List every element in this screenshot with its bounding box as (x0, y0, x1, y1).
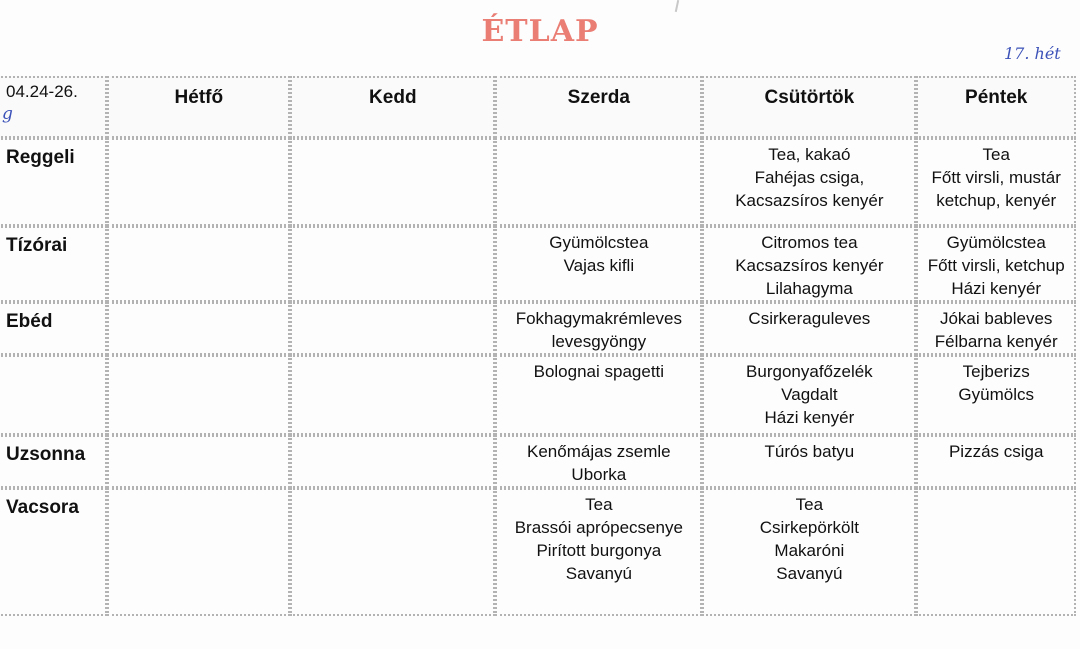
menu-cell-monday (107, 435, 290, 488)
corner-handwriting: g (2, 104, 13, 124)
menu-item: Kacsazsíros kenyér (735, 256, 884, 275)
menu-item: Gyümölcstea (946, 233, 1046, 252)
menu-item: Főtt virsli, ketchup (927, 256, 1065, 275)
menu-item: Tea (795, 495, 824, 514)
menu-item: Pirított burgonya (536, 541, 662, 560)
day-header-monday: Hétfő (107, 76, 290, 138)
menu-cell-wednesday (495, 355, 702, 435)
menu-item: Bolognai spagetti (533, 362, 665, 381)
menu-cell-friday (916, 435, 1076, 488)
menu-cell-wednesday (495, 302, 702, 355)
menu-item: Tea (982, 145, 1010, 164)
menu-cell-tuesday (290, 435, 495, 488)
menu-cell-thursday (702, 435, 916, 488)
menu-cell-friday (916, 302, 1076, 355)
menu-table (0, 76, 1076, 616)
meal-row (0, 226, 1076, 302)
menu-cell-friday (916, 355, 1076, 435)
menu-cell-friday (916, 226, 1076, 302)
day-header-tuesday: Kedd (290, 76, 495, 138)
page-title: ÉTLAP (481, 14, 599, 49)
menu-item: Savanyú (565, 564, 632, 583)
meal-label: Tízórai (0, 226, 107, 302)
menu-cell-thursday (702, 355, 916, 435)
menu-item: Túrós batyu (764, 442, 855, 461)
menu-item: Lilahagyma (765, 279, 853, 298)
menu-item: Csirkeraguleves (748, 309, 871, 328)
meal-label: Ebéd (0, 302, 107, 355)
menu-cell-tuesday (290, 488, 495, 616)
menu-cell-wednesday (495, 435, 702, 488)
menu-cell-thursday (702, 138, 916, 226)
menu-item: Tejberizs (962, 362, 1030, 381)
menu-item: Házi kenyér (764, 408, 855, 427)
menu-cell-monday (107, 226, 290, 302)
menu-item: Tea, kakaó (768, 145, 851, 164)
menu-cell-thursday (702, 488, 916, 616)
menu-item: Brassói aprópecsenye (514, 518, 683, 537)
menu-cell-friday (916, 138, 1076, 226)
menu-item: Fahéjas csiga, (754, 168, 865, 187)
day-header-wednesday: Szerda (495, 76, 702, 138)
menu-cell-monday (107, 138, 290, 226)
menu-item: Burgonyafőzelék (746, 362, 873, 381)
menu-item: Vagdalt (781, 385, 838, 404)
menu-item: Tea (585, 495, 613, 514)
menu-cell-thursday (702, 226, 916, 302)
menu-cell-wednesday (495, 138, 702, 226)
meal-row (0, 435, 1076, 488)
meal-label: Uzsonna (0, 435, 107, 488)
menu-item: Kacsazsíros kenyér (735, 191, 884, 210)
menu-body (0, 138, 1076, 616)
meal-row (0, 302, 1076, 355)
menu-cell-monday (107, 302, 290, 355)
menu-item: levesgyöngy (551, 332, 647, 351)
menu-item: Csirkepörkölt (759, 518, 859, 537)
menu-item: Pizzás csiga (948, 442, 1044, 461)
menu-item: Fokhagymakrémleves (515, 309, 682, 328)
menu-item: Jókai bableves (939, 309, 1053, 328)
menu-item: Gyümölcs (958, 385, 1034, 404)
menu-item: Vajas kifli (563, 256, 635, 275)
date-cell (0, 76, 107, 138)
meal-row (0, 355, 1076, 435)
week-note: 17. hét (1004, 44, 1061, 63)
menu-cell-wednesday (495, 488, 702, 616)
day-header-friday: Péntek (916, 76, 1076, 138)
menu-cell-tuesday (290, 302, 495, 355)
meal-label (0, 355, 107, 435)
menu-cell-monday (107, 488, 290, 616)
menu-cell-friday (916, 488, 1076, 616)
date-range: 04.24-26. (6, 82, 78, 101)
menu-item: Gyümölcstea (549, 233, 649, 252)
menu-item: Citromos tea (761, 233, 858, 252)
meal-label: Reggeli (0, 138, 107, 226)
menu-cell-tuesday (290, 138, 495, 226)
menu-item: Félbarna kenyér (934, 332, 1058, 351)
menu-item: Makaróni (774, 541, 845, 560)
menu-item: ketchup, kenyér (936, 191, 1057, 210)
meal-row (0, 488, 1076, 616)
menu-item: Házi kenyér (951, 279, 1042, 298)
header-row (0, 76, 1076, 138)
menu-cell-tuesday (290, 355, 495, 435)
menu-item: Uborka (571, 465, 627, 484)
paper-mark (675, 0, 679, 12)
menu-cell-tuesday (290, 226, 495, 302)
menu-cell-wednesday (495, 226, 702, 302)
menu-item: Főtt virsli, mustár (931, 168, 1061, 187)
menu-item: Kenőmájas zsemle (527, 442, 671, 461)
meal-label: Vacsora (0, 488, 107, 616)
menu-cell-thursday (702, 302, 916, 355)
menu-cell-monday (107, 355, 290, 435)
menu-item: Savanyú (776, 564, 843, 583)
day-header-thursday: Csütörtök (702, 76, 916, 138)
meal-row (0, 138, 1076, 226)
